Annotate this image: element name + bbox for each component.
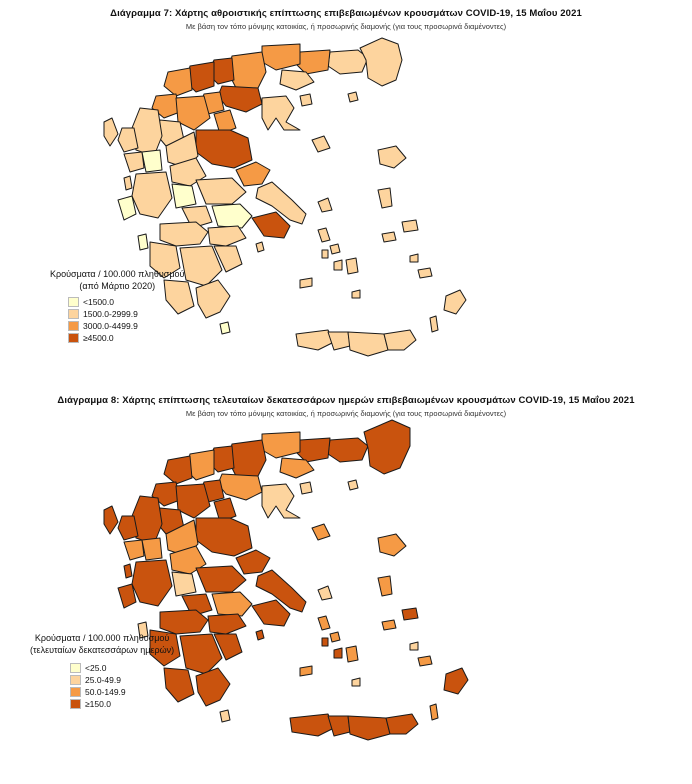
region-andros: [318, 616, 330, 630]
legend-item: <1500.0: [68, 296, 184, 308]
legend-item: 25.0-49.9: [70, 674, 174, 686]
region-xanthi: [296, 50, 330, 74]
region-rethymno: [328, 716, 350, 736]
legend-swatch: [68, 321, 79, 331]
map-legend: [30, 632, 174, 710]
legend-swatch: [70, 675, 81, 685]
region-andros: [318, 228, 330, 242]
region-thessaloniki: [218, 86, 262, 112]
legend-swatch: [70, 687, 81, 697]
legend-title: Κρούσματα / 100.000 πληθυσμού: [34, 633, 170, 643]
region-santorini: [352, 678, 360, 686]
region-paros: [334, 648, 342, 658]
region-achaia: [160, 610, 208, 634]
region-voiotia: [212, 204, 252, 228]
region-milos: [300, 666, 312, 676]
region-lasithi: [384, 330, 416, 350]
region-fthiotida: [196, 178, 246, 204]
region-naxos: [346, 258, 358, 274]
region-skyros: [318, 586, 332, 600]
region-lasithi: [386, 714, 418, 734]
region-fthiotida: [196, 566, 246, 592]
region-korinthia: [208, 226, 246, 246]
region-chios: [378, 576, 392, 596]
legend-swatch: [68, 297, 79, 307]
region-aitoloakarnania: [132, 172, 172, 218]
region-zakynthos: [138, 234, 148, 250]
region-magnesia: [236, 162, 270, 186]
region-evros: [360, 38, 402, 86]
region-lakonia: [196, 668, 230, 706]
region-thasos: [300, 482, 312, 494]
region-preveza: [124, 540, 144, 560]
region-xanthi: [296, 438, 330, 462]
region-thesprotia: [118, 516, 138, 540]
region-kos: [418, 656, 432, 666]
region-kythira: [220, 710, 230, 722]
region-samothraki: [348, 480, 358, 490]
region-rodopi: [328, 438, 368, 462]
region-kalymnos: [410, 254, 418, 262]
legend-swatch: [70, 699, 81, 709]
region-rethymno: [328, 332, 350, 350]
legend-item: 50.0-149.9: [70, 686, 174, 698]
region-tinos: [330, 244, 340, 254]
region-naxos: [346, 646, 358, 662]
region-drama: [262, 44, 300, 70]
region-evros: [364, 420, 410, 474]
region-kos: [418, 268, 432, 278]
region-lemnos: [312, 136, 330, 152]
region-chios: [378, 188, 392, 208]
region-thesprotia: [118, 128, 138, 152]
region-arta: [142, 538, 162, 560]
region-irakleio: [348, 716, 390, 740]
region-thasos: [300, 94, 312, 106]
region-florina: [164, 456, 192, 484]
legend-title: Κρούσματα / 100.000 πληθυσμού: [50, 269, 185, 279]
region-santorini: [352, 290, 360, 298]
region-korinthia: [208, 614, 246, 634]
region-ikaria: [382, 232, 396, 242]
region-serres: [228, 52, 266, 88]
region-drama: [262, 432, 300, 458]
region-aegina: [256, 242, 264, 252]
region-evrytania: [172, 184, 196, 208]
region-ikaria: [382, 620, 396, 630]
region-paros: [334, 260, 342, 270]
region-syros: [322, 638, 328, 646]
legend-subtitle: (τελευταίων δεκατεσσάρων ημερών): [30, 645, 175, 655]
region-chania: [290, 714, 334, 736]
region-corfu: [104, 506, 118, 534]
map-legend: [50, 268, 184, 344]
legend-swatch: [70, 663, 81, 673]
region-samothraki: [348, 92, 358, 102]
region-lefkada: [124, 564, 132, 578]
region-syros: [322, 250, 328, 258]
map-title: Διάγραμμα 7: Χάρτης αθροιστικής επίπτωσης επιβεβαιωμένων κρουσμάτων COVID-19, 15 Μαΐου 2021: [110, 8, 582, 19]
region-irakleio: [348, 332, 388, 356]
region-chalkidiki: [262, 484, 300, 518]
region-milos: [300, 278, 312, 288]
region-arkadia: [180, 246, 222, 286]
legend-swatch: [68, 333, 79, 343]
region-lemnos: [312, 524, 330, 540]
region-evrytania: [172, 572, 196, 596]
region-karpathos: [430, 704, 438, 720]
cumulative-incidence-map-panel: [0, 0, 692, 380]
region-arkadia: [180, 634, 222, 674]
region-samos: [402, 220, 418, 232]
region-lesvos: [378, 534, 406, 556]
region-tinos: [330, 632, 340, 642]
region-rhodes: [444, 290, 466, 314]
region-aitoloakarnania: [132, 560, 172, 606]
legend-swatch: [68, 309, 79, 319]
region-karpathos: [430, 316, 438, 332]
legend-item: ≥150.0: [70, 698, 174, 710]
region-rhodes: [444, 668, 468, 694]
region-larissa: [196, 518, 252, 556]
legend-subtitle: (από Μάρτιο 2020): [79, 281, 156, 291]
legend-item: <25.0: [70, 662, 174, 674]
region-lakonia: [196, 280, 230, 318]
region-corfu: [104, 118, 118, 146]
region-achaia: [160, 222, 208, 246]
region-preveza: [124, 152, 144, 172]
region-larissa: [196, 130, 252, 168]
region-arta: [142, 150, 162, 172]
legend-item: 3000.0-4499.9: [68, 320, 184, 332]
region-chalkidiki: [262, 96, 300, 130]
fourteen-day-incidence-map-panel: [0, 388, 692, 784]
map-title: Διάγραμμα 8: Χάρτης επίπτωσης τελευταίων δεκατεσσάρων ημερών επιβεβαιωμένων κρουσμάτων COVID-19, 15 Μαΐου 2021: [57, 395, 635, 406]
greece-choropleth-map: [0, 388, 692, 784]
region-aegina: [256, 630, 264, 640]
region-skyros: [318, 198, 332, 212]
region-rodopi: [328, 50, 368, 74]
region-magnesia: [236, 550, 270, 574]
legend-item: 1500.0-2999.9: [68, 308, 184, 320]
region-florina: [164, 68, 192, 96]
region-lesvos: [378, 146, 406, 168]
region-voiotia: [212, 592, 252, 616]
region-kythira: [220, 322, 230, 334]
map-subtitle: Με βάση τον τόπο μόνιμης κατοικίας, ή προσωρινής διαμονής (για τους προσωρινά διαμένοντες): [185, 22, 507, 31]
region-lefkada: [124, 176, 132, 190]
legend-item: ≥4500.0: [68, 332, 184, 344]
region-samos: [402, 608, 418, 620]
region-kefalonia: [118, 196, 136, 220]
region-thessaloniki: [218, 474, 262, 500]
region-kefalonia: [118, 584, 136, 608]
region-serres: [228, 440, 266, 476]
region-kalymnos: [410, 642, 418, 650]
map-subtitle: Με βάση τον τόπο μόνιμης κατοικίας, ή προσωρινής διαμονής (για τους προσωρινά διαμένοντες): [185, 409, 507, 418]
